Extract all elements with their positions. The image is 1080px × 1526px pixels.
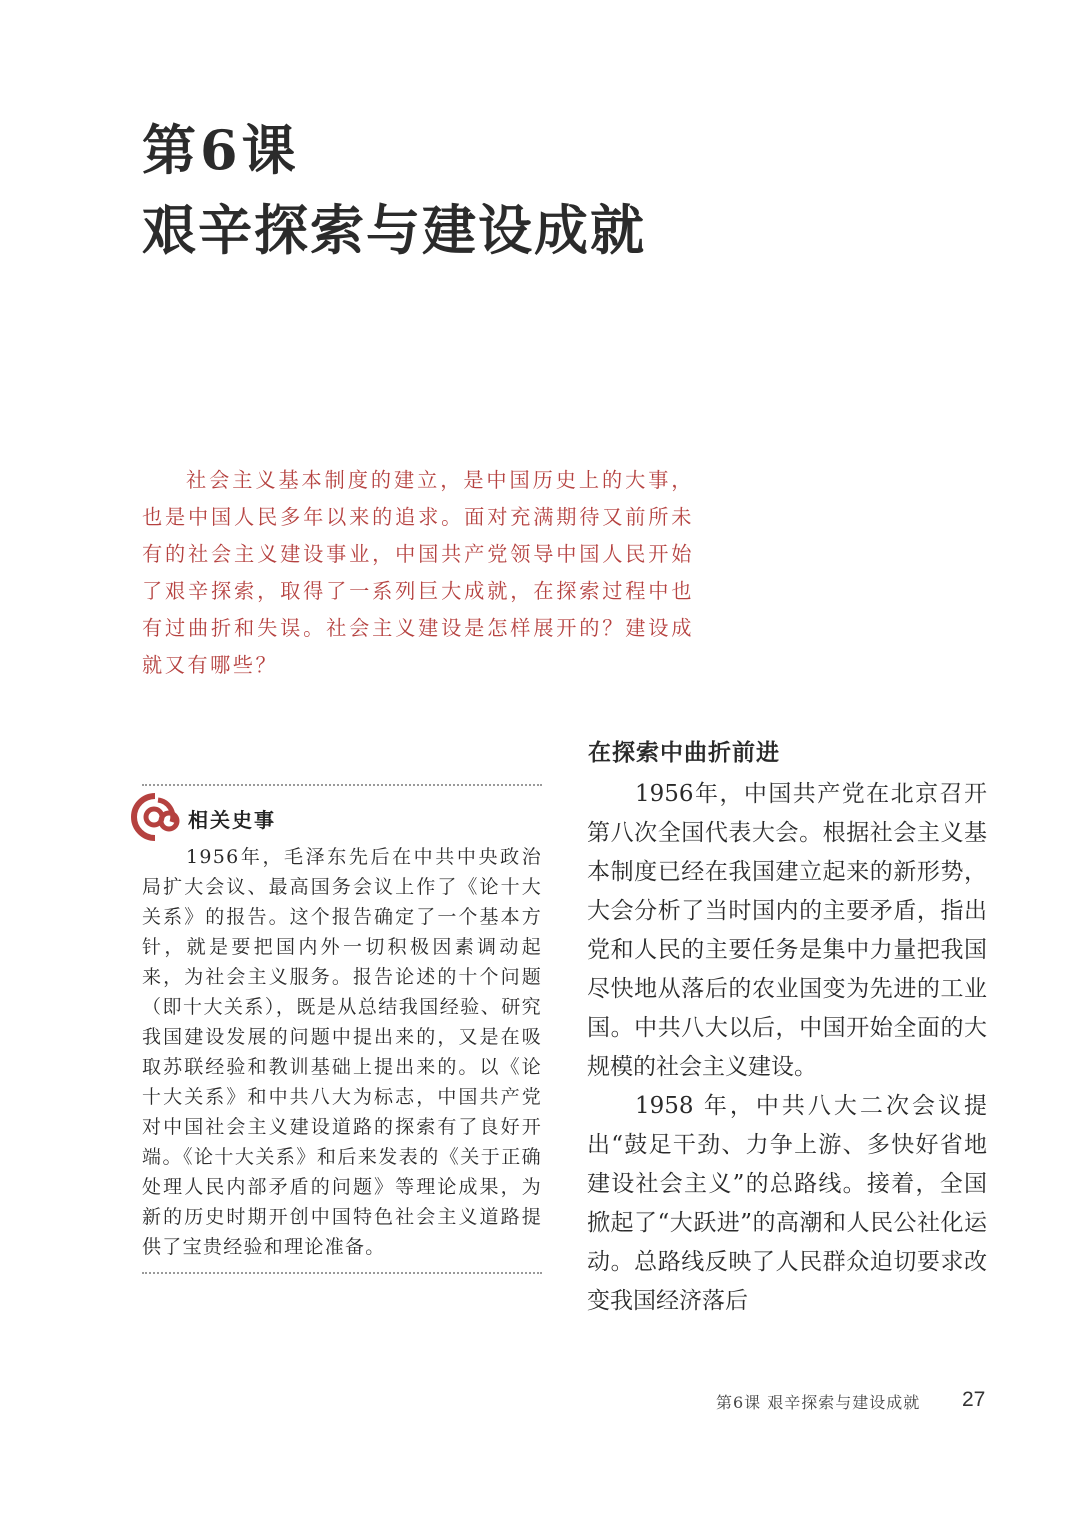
section-title: 在探索中曲折前进 [588, 740, 780, 766]
main-text [587, 775, 987, 1321]
lesson-number: 第6课 [142, 118, 300, 182]
paragraph: 1956年，中国共产党在北京召开第八次全国代表大会。根据社会主义基本制度已经在我国建立起来的新形势，大会分析了当时国内的主要矛盾，指出党和人民的主要任务是集中力量把我国尽快地从落后的农业国变为先进的工业国。中共八大以后，中国开始全面的大规模的社会主义建设。 [587, 781, 987, 1080]
bottom-divider [142, 1272, 542, 1274]
related-history-box [132, 784, 544, 1274]
running-title: 第6课 艰辛探索与建设成就 [716, 1393, 921, 1412]
sidebar-title: 相关史事 [188, 808, 276, 832]
sidebar-header [132, 786, 544, 842]
lesson-title: 艰辛探索与建设成就 [142, 198, 646, 262]
sidebar-body: 1956年，毛泽东先后在中共中央政治局扩大会议、最高国务会议上作了《论十大关系》的报告。这个报告确定了一个基本方针，就是要把国内外一切积极因素调动起来，为社会主义服务。报告论述的十个问题（即十大关系），既是从总结我国经验、研究我国建设发展的问题中提出来的，又是在吸取苏联经验和教训基础上提出来的。以《论十大关系》和中共八大为标志，中国共产党对中国社会主义建设道路的探索有了良好开端。《论十大关系》和后来发表的《关于正确处理人民内部矛盾的问题》等理论成果，为新的历史时期开创中国特色社会主义道路提供了宝贵经验和理论准备。 [142, 846, 542, 1258]
related-history-logo-icon [128, 790, 184, 842]
page-number: 27 [962, 1388, 986, 1411]
intro-paragraph: 社会主义基本制度的建立，是中国历史上的大事，也是中国人民多年以来的追求。面对充满期待又前所未有的社会主义建设事业，中国共产党领导中国人民开始了艰辛探索，取得了一系列巨大成就，在探索过程中也有过曲折和失误。社会主义建设是怎样展开的？建设成就又有哪些？ [142, 468, 694, 677]
paragraph: 1958 年，中共八大二次会议提出“鼓足干劲、力争上游、多快好省地建设社会主义”的总路线。接着，全国掀起了“大跃进”的高潮和人民公社化运动。总路线反映了人民群众迫切要求改变我国经济落后 [587, 1093, 987, 1314]
